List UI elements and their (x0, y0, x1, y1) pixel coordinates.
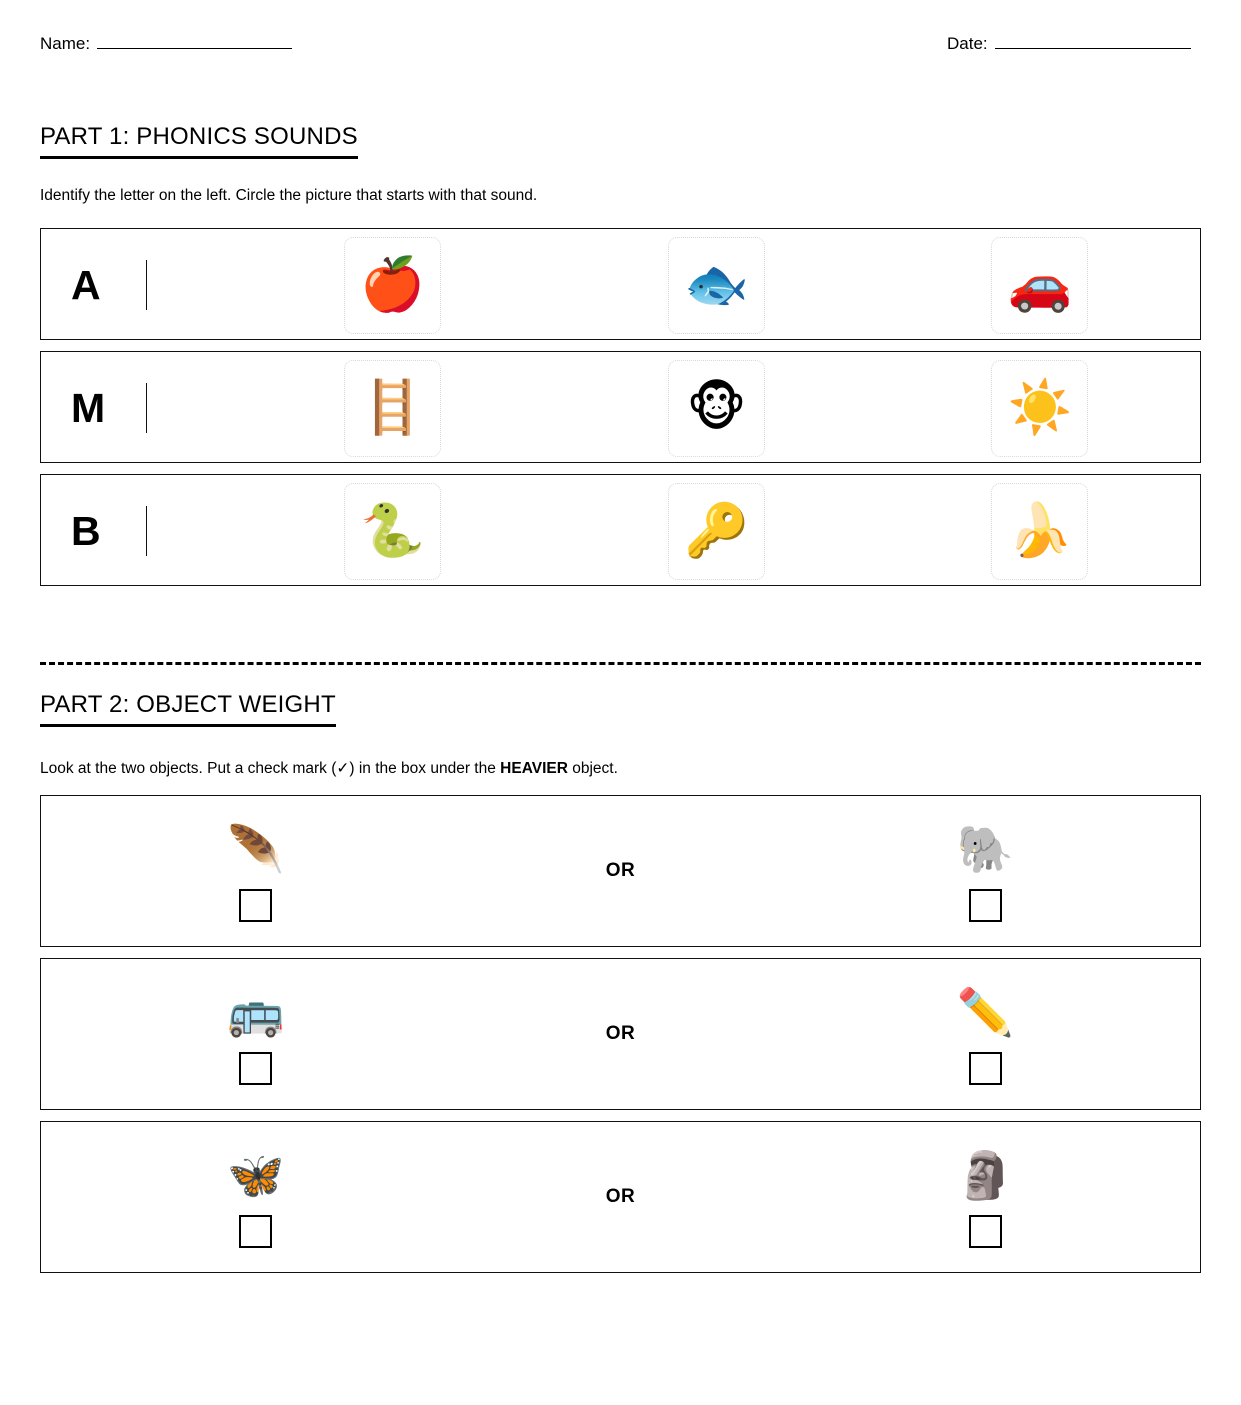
apple-icon: 🍎 (360, 255, 426, 315)
phonics-rows-container (40, 228, 1201, 597)
monkey-face-icon: 🐵 (686, 378, 747, 438)
weight-option-left[interactable] (41, 795, 470, 947)
phonics-divider (146, 383, 147, 433)
name-write-line[interactable] (97, 34, 292, 49)
phonics-row (40, 474, 1201, 586)
key-icon: 🔑 (684, 501, 749, 561)
part2-instructions-before: Look at the two objects. Put a check mark (✓) in the box under the (40, 760, 501, 777)
fish-icon-box[interactable] (668, 237, 765, 334)
banana-icon-box[interactable] (991, 483, 1088, 580)
weight-checkbox-right[interactable] (969, 1052, 1002, 1085)
phonics-divider (146, 260, 147, 310)
weight-option-right[interactable] (771, 1121, 1200, 1273)
or-label: OR (605, 1186, 636, 1207)
sun-icon: ☀️ (1007, 378, 1073, 438)
moai-icon: 🗿 (956, 1147, 1015, 1202)
section-divider (40, 662, 1201, 665)
weight-checkbox-left[interactable] (239, 889, 272, 922)
phonics-choices (231, 475, 1202, 587)
weight-row (40, 958, 1201, 1110)
date-label: Date: (947, 34, 988, 53)
date-write-line[interactable] (995, 34, 1191, 49)
choice-slot[interactable] (878, 229, 1202, 341)
car-icon-box[interactable] (991, 237, 1088, 334)
part2-instructions-emphasis: HEAVIER (500, 760, 568, 777)
phonics-letter: A (71, 261, 101, 308)
key-icon-box[interactable] (668, 483, 765, 580)
banana-icon: 🍌 (1007, 501, 1073, 561)
phonics-choices (231, 352, 1202, 464)
weight-row (40, 1121, 1201, 1273)
weight-checkbox-left[interactable] (239, 1052, 272, 1085)
name-label: Name: (40, 34, 91, 53)
weight-option-right[interactable] (771, 795, 1200, 947)
butterfly-icon: 🦋 (226, 1147, 285, 1202)
weight-option-left[interactable] (41, 1121, 470, 1273)
choice-slot[interactable] (555, 475, 879, 587)
pencil-icon: ✏️ (956, 984, 1015, 1039)
weight-row (40, 795, 1201, 947)
weight-checkbox-left[interactable] (239, 1215, 272, 1248)
choice-slot[interactable] (555, 352, 879, 464)
part2-instructions (40, 759, 618, 779)
weight-option-right[interactable] (771, 958, 1200, 1110)
monkey-face-icon-box[interactable] (668, 360, 765, 457)
feather-icon: 🪶 (226, 821, 285, 876)
phonics-divider (146, 506, 147, 556)
choice-slot[interactable] (555, 229, 879, 341)
snake-icon-box[interactable] (344, 483, 441, 580)
weight-checkbox-right[interactable] (969, 889, 1002, 922)
phonics-letter: M (71, 384, 106, 431)
snake-icon: 🐍 (360, 501, 426, 561)
choice-slot[interactable] (231, 352, 555, 464)
phonics-row (40, 351, 1201, 463)
name-field[interactable] (40, 34, 292, 54)
weight-checkbox-right[interactable] (969, 1215, 1002, 1248)
phonics-choices (231, 229, 1202, 341)
part1-instructions: Identify the letter on the left. Circle the picture that starts with that sound. (40, 187, 538, 204)
choice-slot[interactable] (878, 352, 1202, 464)
part1-heading: PART 1: PHONICS SOUNDS (40, 122, 358, 159)
sun-icon-box[interactable] (991, 360, 1088, 457)
bus-icon: 🚌 (226, 984, 285, 1039)
phonics-letter: B (71, 507, 101, 554)
phonics-row (40, 228, 1201, 340)
date-field[interactable] (947, 34, 1191, 54)
choice-slot[interactable] (231, 475, 555, 587)
elephant-icon: 🐘 (956, 821, 1015, 876)
car-icon: 🚗 (1007, 255, 1073, 315)
part2-instructions-after: object. (567, 760, 618, 777)
student-info-row (40, 34, 1201, 64)
or-label: OR (605, 1023, 636, 1044)
ladder-icon-box[interactable] (344, 360, 441, 457)
apple-icon-box[interactable] (344, 237, 441, 334)
or-label: OR (605, 860, 636, 881)
part2-heading: PART 2: OBJECT WEIGHT (40, 690, 336, 727)
fish-icon: 🐟 (684, 255, 749, 315)
choice-slot[interactable] (878, 475, 1202, 587)
choice-slot[interactable] (231, 229, 555, 341)
ladder-icon: 🪜 (360, 378, 426, 438)
weight-option-left[interactable] (41, 958, 470, 1110)
weight-rows-container (40, 795, 1201, 1284)
